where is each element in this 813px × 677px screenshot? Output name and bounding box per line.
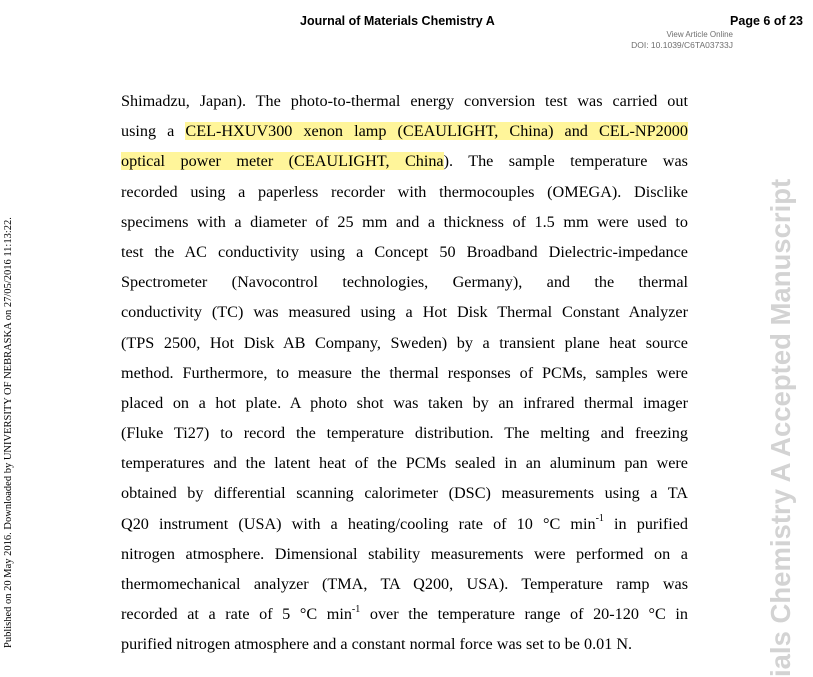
text-line: recorded using a paperless recorder with thermocouples (OMEGA). Disclike	[121, 182, 688, 201]
doi-link[interactable]: DOI: 10.1039/C6TA03733J	[631, 40, 733, 50]
text-fragment: in purified	[603, 514, 688, 533]
text-fragment: over the temperature range of 20-120 °C in	[360, 605, 688, 624]
text-line: Shimadzu, Japan). The photo-to-thermal energy conversion test was carried out	[121, 92, 688, 110]
journal-title: Journal of Materials Chemistry A	[300, 14, 495, 28]
text-line	[121, 146, 688, 176]
text-fragment: recorded at a rate of 5 °C min	[121, 605, 352, 624]
highlighted-text: CEL-HXUV300 xenon lamp (CEAULIGHT, China) and CEL-NP2000	[185, 122, 688, 141]
text-line: method. Furthermore, to measure the thermal responses of PCMs, samples were	[121, 363, 688, 382]
text-line	[121, 509, 688, 539]
text-line: thermomechanical analyzer (TMA, TA Q200, USA). Temperature ramp was	[121, 575, 688, 593]
text-line: conductivity (TC) was measured using a Hot Disk Thermal Constant Analyzer	[121, 303, 688, 322]
body-paragraph	[121, 86, 688, 660]
page-number: Page 6 of 23	[730, 14, 803, 28]
highlighted-text: optical power meter (CEAULIGHT, China	[121, 152, 444, 171]
text-line: obtained by differential scanning calorimeter (DSC) measurements using a TA	[121, 484, 688, 503]
text-line: purified nitrogen atmosphere and a constant normal force was set to be 0.01 N.	[121, 635, 633, 654]
superscript: -1	[351, 603, 361, 615]
text-line: Spectrometer (Navocontrol technologies, Germany), and the thermal	[121, 273, 688, 292]
text-line: placed on a hot plate. A photo shot was taken by an infrared thermal imager	[121, 393, 688, 412]
text-fragment: ). The sample temperature was	[443, 152, 688, 171]
text-line: temperatures and the latent heat of the PCMs sealed in an aluminum pan were	[121, 454, 688, 473]
text-line: (TPS 2500, Hot Disk AB Company, Sweden) by a transient plane heat source	[121, 333, 688, 352]
superscript: -1	[595, 513, 604, 525]
view-article-online-link[interactable]: View Article Online	[666, 30, 733, 39]
text-line: test the AC conductivity using a Concept 50 Broadband Dielectric-impedance	[121, 242, 688, 261]
text-line: (Fluke Ti27) to record the temperature distribution. The melting and freezing	[121, 424, 688, 443]
text-line	[121, 599, 688, 629]
text-fragment: Q20 instrument (USA) with a heating/cooling rate of 10 °C min	[121, 514, 596, 533]
text-fragment: using a	[121, 122, 186, 141]
text-line: specimens with a diameter of 25 mm and a thickness of 1.5 mm were used to	[121, 212, 688, 231]
accepted-manuscript-watermark: ials Chemistry A Accepted Manuscript	[765, 178, 796, 677]
text-line	[121, 116, 688, 146]
publication-sidebar-note: Published on 20 May 2016. Downloaded by UNIVERSITY OF NEBRASKA on 27/05/2016 11:13:22.	[3, 217, 14, 648]
text-line: nitrogen atmosphere. Dimensional stability measurements were performed on a	[121, 544, 688, 563]
